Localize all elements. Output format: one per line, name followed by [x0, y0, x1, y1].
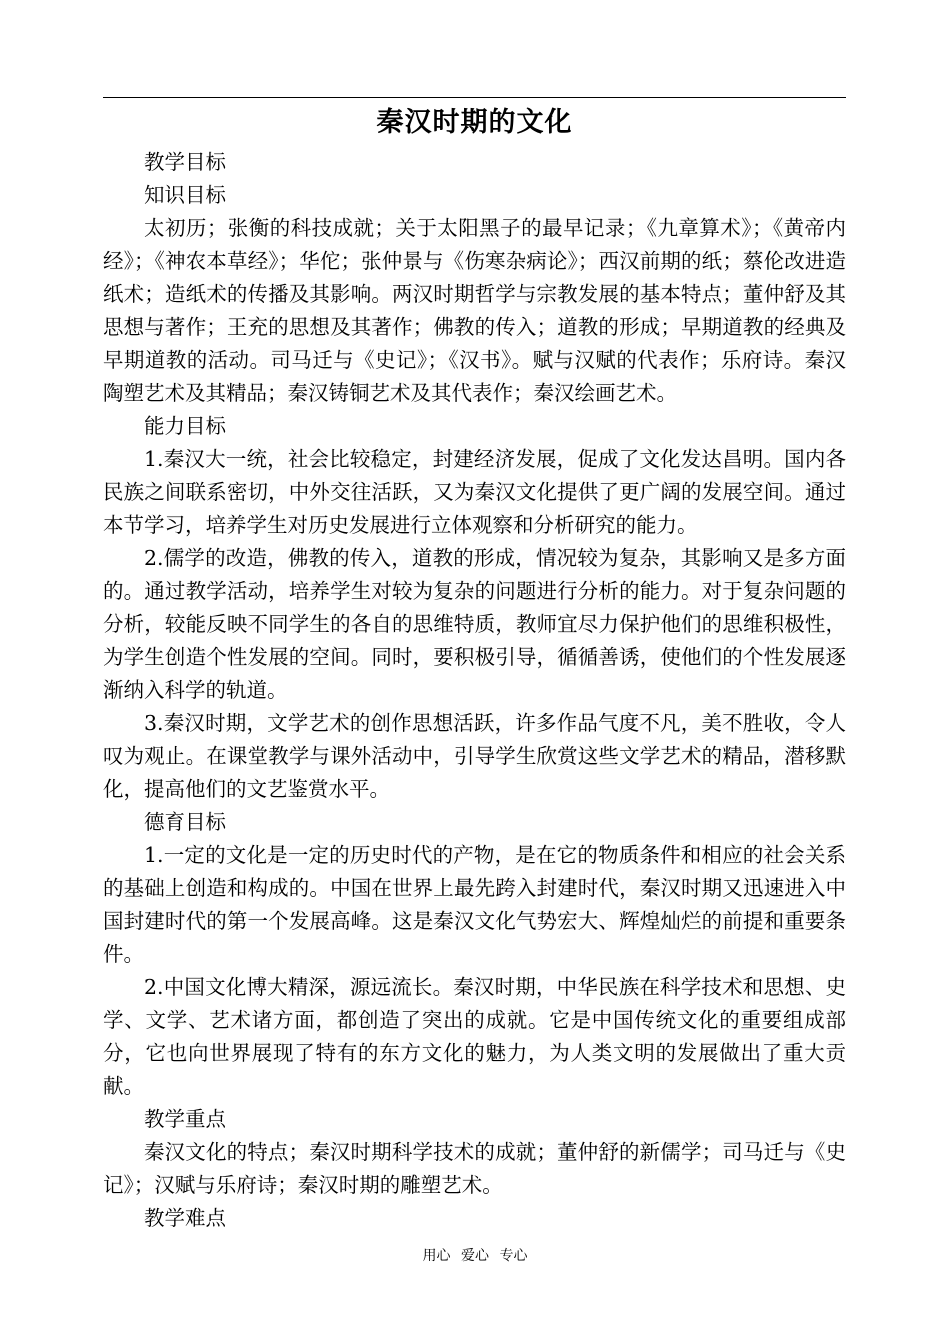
ability-goal-1: 1.秦汉大一统，社会比较稳定，封建经济发展，促成了文化发达昌明。国内各民族之间联系密切，中外交往活跃，又为秦汉文化提供了更广阔的发展空间。通过本节学习，培养学生对历史发展进行立体观察和分析研究的能力。: [103, 447, 846, 537]
document-body: [103, 100, 846, 1235]
heading-moral-goals: 德育目标: [144, 810, 226, 834]
heading-ability-goals: 能力目标: [144, 414, 226, 438]
knowledge-goals-text: 太初历；张衡的科技成就；关于太阳黑子的最早记录；《九章算术》；《黄帝内经》；《神农本草经》；华佗；张仲景与《伤寒杂病论》；西汉前期的纸；蔡伦改进造纸术；造纸术的传播及其影响。两汉时期哲学与宗教发展的基本特点；董仲舒及其思想与著作；王充的思想及其著作；佛教的传入；道教的形成；早期道教的经典及早期道教的活动。司马迁与《史记》；《汉书》。赋与汉赋的代表作；乐府诗。秦汉陶塑艺术及其精品；秦汉铸铜艺术及其代表作；秦汉绘画艺术。: [103, 216, 846, 405]
heading-key-points: 教学重点: [144, 1107, 226, 1131]
ability-goal-2: 2.儒学的改造，佛教的传入，道教的形成，情况较为复杂，其影响又是多方面的。通过教学活动，培养学生对较为复杂的问题进行分析的能力。对于复杂问题的分析，较能反映不同学生的各自的思维特质，教师宜尽力保护他们的思维积极性，为学生创造个性发展的空间。同时，要积极引导，循循善诱，使他们的个性发展逐渐纳入科学的轨道。: [103, 546, 846, 702]
moral-goal-2: 2.中国文化博大精深，源远流长。秦汉时期，中华民族在科学技术和思想、史学、文学、艺术诸方面，都创造了突出的成就。它是中国传统文化的重要组成部分，它也向世界展现了特有的东方文化的魅力，为人类文明的发展做出了重大贡献。: [103, 975, 846, 1098]
moral-goal-1: 1.一定的文化是一定的历史时代的产物，是在它的物质条件和相应的社会关系的基础上创造和构成的。中国在世界上最先跨入封建时代，秦汉时期又迅速进入中国封建时代的第一个发展高峰。这是秦汉文化气势宏大、辉煌灿烂的前提和重要条件。: [103, 843, 846, 966]
heading-difficulties: 教学难点: [144, 1206, 226, 1230]
ability-goal-3: 3.秦汉时期，文学艺术的创作思想活跃，许多作品气度不凡，美不胜收，令人叹为观止。在课堂教学与课外活动中，引导学生欣赏这些文学艺术的精品，潜移默化，提高他们的文艺鉴赏水平。: [103, 711, 846, 801]
header-rule: [103, 97, 846, 98]
document-title: 秦汉时期的文化: [376, 107, 573, 138]
heading-teaching-goals: 教学目标: [144, 150, 226, 174]
key-points-text: 秦汉文化的特点；秦汉时期科学技术的成就；董仲舒的新儒学；司马迁与《史记》；汉赋与乐府诗；秦汉时期的雕塑艺术。: [103, 1140, 846, 1197]
page-footer: 用心 爱心 专心: [422, 1248, 528, 1264]
heading-knowledge-goals: 知识目标: [144, 183, 226, 207]
